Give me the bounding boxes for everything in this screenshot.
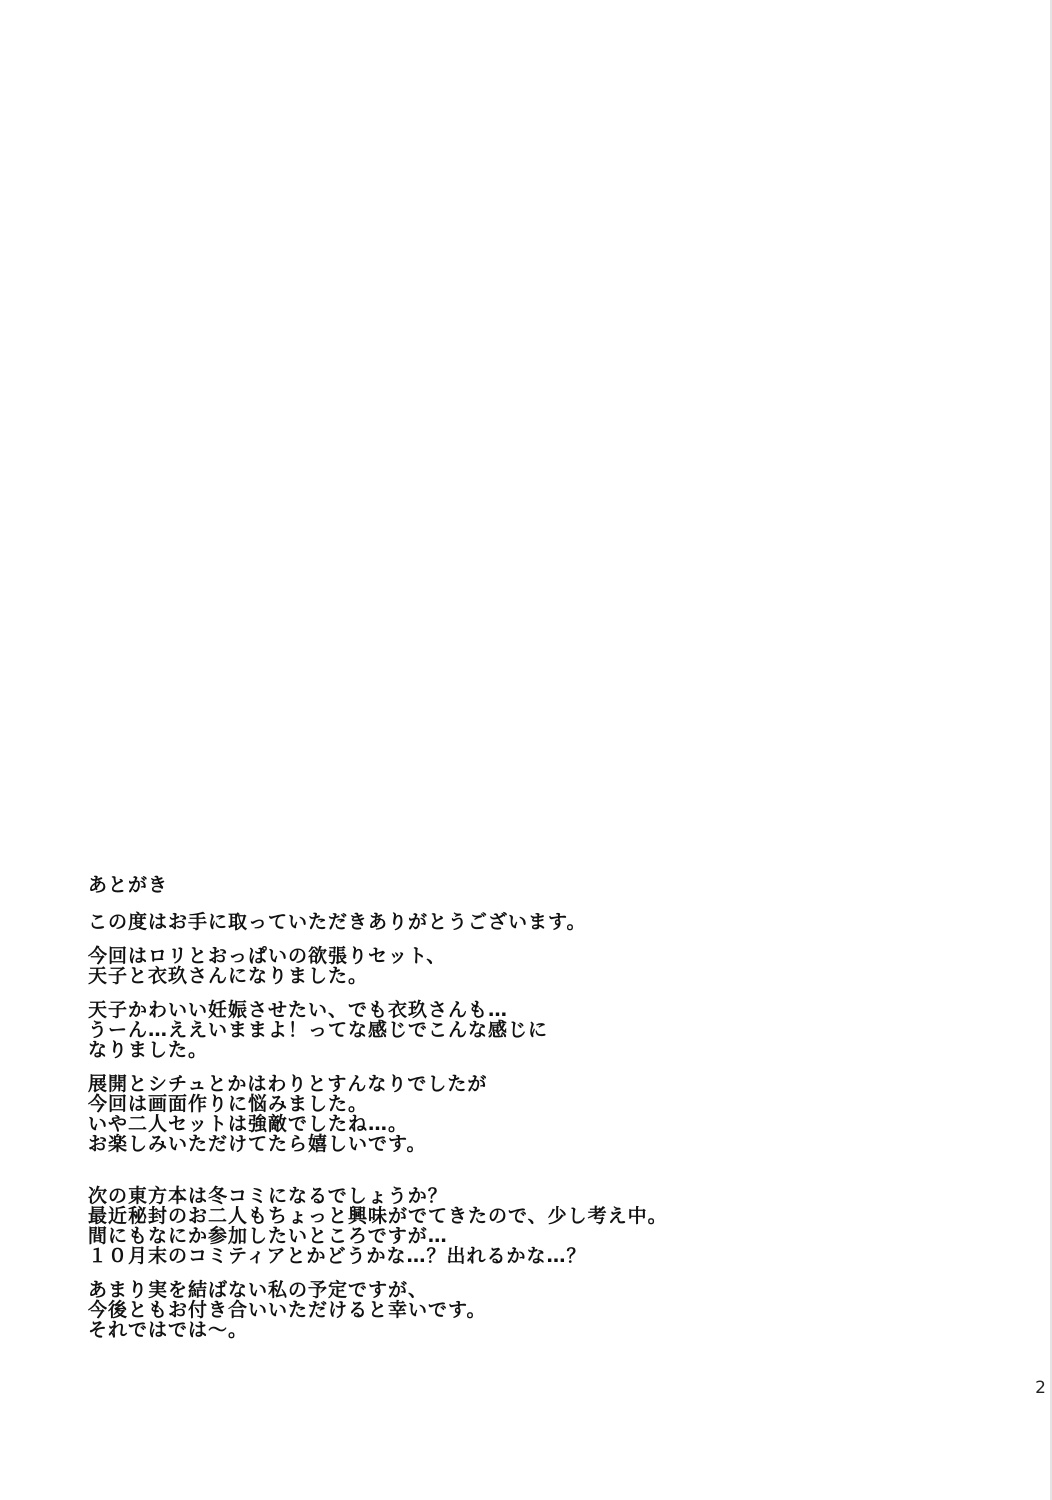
afterword-section — [88, 870, 968, 1354]
text-line: 今後ともお付き合いいただけると幸いです。 — [88, 1299, 487, 1321]
text-line: 次の東方本は冬コミになるでしょうか？ — [88, 1185, 448, 1207]
text-line: 今回は画面作りに悩みました。 — [88, 1093, 369, 1115]
text-line: あまり実を結ばない私の予定ですが、 — [88, 1279, 429, 1301]
paragraph-closing — [88, 1280, 968, 1340]
paragraph-production — [88, 1074, 968, 1154]
text-line: 間にもなにか参加したいところですが… — [88, 1225, 448, 1247]
text-line: なりました。 — [88, 1039, 209, 1061]
text-line: 天子かわいい妊娠させたい、でも衣玖さんも… — [88, 999, 509, 1021]
paragraph-thanks — [88, 912, 968, 932]
text-line: お楽しみいただけてたら嬉しいです。 — [88, 1133, 427, 1155]
text-line: 今回はロリとおっぱいの欲張りセット、 — [88, 945, 447, 967]
paragraph-thoughts — [88, 1000, 968, 1060]
paragraph-next-plans — [88, 1186, 968, 1266]
text-line: いや二人セットは強敵でしたね…。 — [88, 1113, 409, 1135]
page-number: 2 — [1035, 1378, 1046, 1398]
text-line: 展開とシチュとかはわりとすんなりでしたが — [88, 1073, 488, 1095]
text-line: うーん…ええいままよ！ってな感じでこんな感じに — [88, 1019, 549, 1041]
text-line: 天子と衣玖さんになりました。 — [88, 965, 369, 987]
text-line: それではでは～。 — [88, 1319, 249, 1341]
text-line: この度はお手に取っていただきありがとうございます。 — [88, 911, 587, 933]
text-line: 最近秘封のお二人もちょっと興味がでてきたので、少し考え中。 — [88, 1205, 668, 1227]
paragraph-theme — [88, 946, 968, 986]
afterword-heading: あとがき — [88, 874, 169, 896]
text-line: １０月末のコミティアとかどうかな…？出れるかな…？ — [88, 1245, 587, 1267]
